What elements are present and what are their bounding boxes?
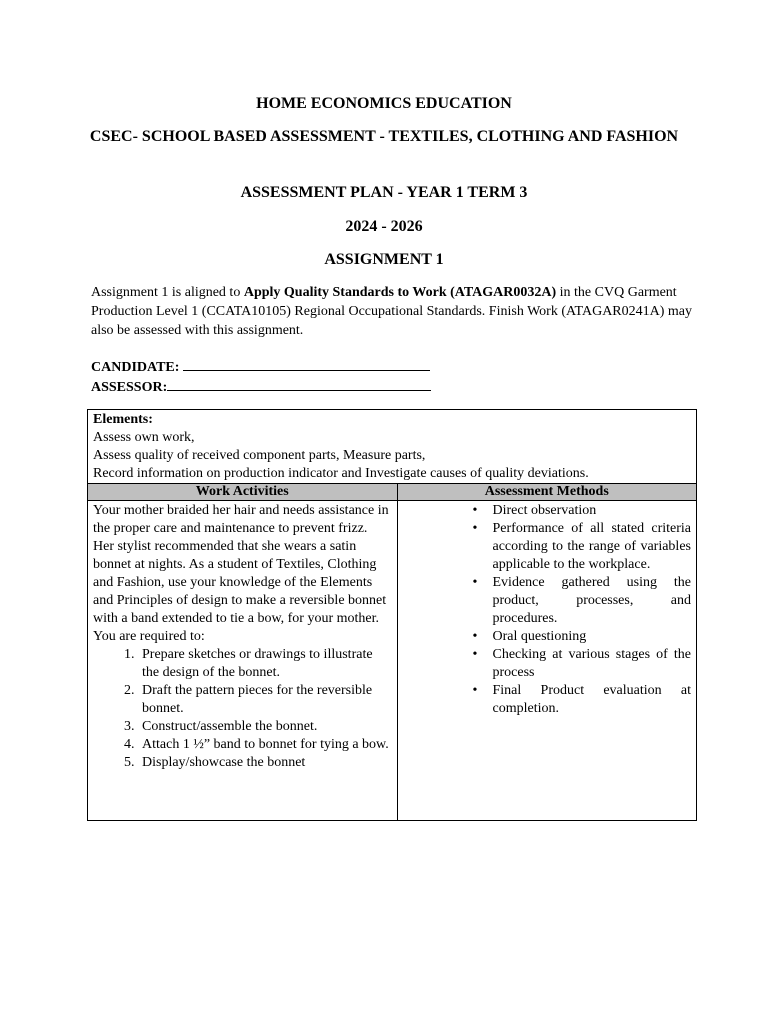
academic-years: 2024 - 2026 — [345, 218, 423, 235]
method-item — [472, 502, 692, 520]
work-activities-header: Work Activities — [88, 484, 398, 501]
task-item: 4. Attach 1 ½” band to bonnet for tying a bow. — [138, 736, 392, 754]
method-item — [472, 574, 692, 628]
bullet-icon: • — [472, 647, 478, 662]
method-text: Final Product evaluation at completion. — [492, 683, 691, 716]
method-item — [472, 682, 692, 718]
method-item — [472, 520, 692, 574]
assessor-line — [91, 377, 431, 397]
required-label: You are required to: — [93, 629, 205, 644]
task-item: 1. Prepare sketches or drawings to illustrate the design of the bonnet. — [138, 646, 392, 682]
candidate-line — [91, 357, 430, 377]
task-item: 3. Construct/assemble the bonnet. — [138, 718, 392, 736]
method-text: Oral questioning — [492, 629, 587, 644]
method-text: Performance of all stated criteria according to the range of variables applicable to the workplace. — [492, 521, 691, 572]
element-line: Assess own work, — [93, 430, 195, 445]
method-text: Direct observation — [492, 503, 597, 518]
candidate-label: CANDIDATE: — [91, 360, 180, 375]
scenario-text: Your mother braided her hair and needs assistance in the proper care and maintenance to prevent frizz. Her stylist recommended that she wears a satin bonnet at nights. As a student of Textiles, Clothing and Fashion, use your knowledge of the Elements and Principles of design to make a reversible bonnet with a band extended to tie a bow, for your mother. — [93, 503, 389, 626]
bullet-icon: • — [472, 503, 478, 518]
assessment-title: CSEC- SCHOOL BASED ASSESSMENT - TEXTILES, CLOTHING AND FASHION — [89, 128, 679, 145]
intro-tail: in the CVQ Garment Production Level 1 (CCATA10105) Regional Occupational Standards. Finish Work (ATAGAR0241A) may also be assessed with this assignment. — [91, 285, 693, 338]
candidate-field[interactable] — [183, 357, 430, 371]
content-row — [88, 501, 697, 821]
method-text: Checking at various stages of the process — [492, 647, 691, 680]
assessment-table — [87, 409, 697, 821]
bullet-icon: • — [472, 575, 478, 590]
elements-row — [88, 410, 697, 484]
header-row — [88, 484, 697, 501]
elements-cell — [88, 410, 697, 484]
method-item — [472, 628, 692, 646]
plan-title: ASSESSMENT PLAN - YEAR 1 TERM 3 — [240, 184, 528, 201]
assessment-methods-cell — [397, 501, 697, 821]
methods-list — [403, 502, 692, 718]
bullet-icon: • — [472, 629, 478, 644]
work-activities-cell — [88, 501, 398, 821]
intro-lead: Assignment 1 is aligned to — [91, 285, 244, 300]
assignment-title: ASSIGNMENT 1 — [324, 251, 444, 268]
intro-standard: Apply Quality Standards to Work (ATAGAR0032A) — [243, 285, 557, 300]
assessment-methods-header: Assessment Methods — [397, 484, 697, 501]
task-item: 5. Display/showcase the bonnet — [138, 754, 392, 772]
department-title: HOME ECONOMICS EDUCATION — [256, 95, 512, 112]
method-item — [472, 646, 692, 682]
element-line: Record information on production indicator and Investigate causes of quality deviations. — [93, 466, 589, 481]
intro-paragraph — [91, 283, 697, 340]
task-item: 2. Draft the pattern pieces for the reversible bonnet. — [138, 682, 392, 718]
bullet-icon: • — [472, 683, 478, 698]
elements-title: Elements: — [93, 412, 153, 427]
element-line: Assess quality of received component parts, Measure parts, — [93, 448, 426, 463]
assessor-field[interactable] — [167, 377, 431, 391]
task-list — [93, 646, 392, 772]
method-text: Evidence gathered using the product, processes, and procedures. — [492, 575, 691, 626]
bullet-icon: • — [472, 521, 478, 536]
assessor-label: ASSESSOR: — [91, 380, 168, 395]
